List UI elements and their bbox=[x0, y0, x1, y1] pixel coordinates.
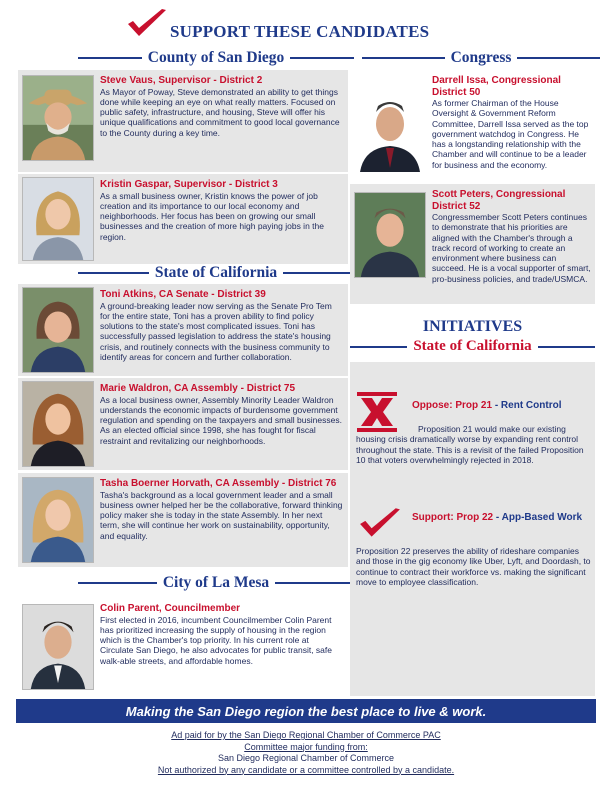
candidate-photo bbox=[354, 192, 426, 278]
section-heading-state: State of California bbox=[78, 264, 354, 282]
candidate-description: As Mayor of Poway, Steve demonstrated an ability to get things done while keeping an eye on what really matters. Focused on public safety, infrastructure, and housing, Steve will offer his unique qualifications and commitment to good local governance to the County during a key time. bbox=[100, 86, 340, 138]
candidate-card-horvath bbox=[18, 473, 348, 567]
candidate-photo bbox=[22, 287, 94, 373]
initiatives-subtitle: State of California bbox=[350, 338, 595, 355]
candidate-description: A ground-breaking leader now serving as the Senate Pro Tem for the entire state, Toni has a proven ability to find policy solutions to the state's most complicated issues. Toni has successfully passed legislation to address the state's housing crisis, and routinely connects with the business community to identify areas for concern and further collaboration. bbox=[100, 300, 332, 362]
candidate-description: As a local business owner, Assembly Minority Leader Waldron understands the economic impacts of burdensome government regulation and spending on the taxpayers and small businesses. As an elected official since 1998, she has fought for fiscal restraint and revitalizing our neighborhoods. bbox=[100, 394, 342, 446]
candidate-name: Darrell Issa, Congressional District 50 bbox=[432, 75, 561, 98]
disclaimer-footer bbox=[0, 730, 612, 776]
candidate-name: Marie Waldron, CA Assembly - District 75 bbox=[100, 383, 296, 394]
footer-line-funding: Committee major funding from: bbox=[244, 741, 368, 752]
candidate-photo bbox=[354, 86, 426, 172]
candidate-photo bbox=[22, 477, 94, 563]
page-title: SUPPORT THESE CANDIDATES bbox=[170, 22, 430, 41]
prop21-description: Proposition 21 would make our existing housing crisis dramatically worse by expanding rent control throughout the state. This is a revisit of the failed Proposition 10 that voters overwhelmingly rejected in 2018. bbox=[356, 424, 584, 465]
prop22-description: Proposition 22 preserves the ability of rideshare companies and those in the gig economy like Uber, Lyft, and Doordash, to continue to contract their workforce vs. making the significant move to employee classification. bbox=[356, 546, 591, 587]
candidate-name: Steve Vaus, Supervisor - District 2 bbox=[100, 75, 263, 86]
candidate-description: Congressmember Scott Peters continues to demonstrate that his priorities are aligned with the Chamber's through a track record of working to create an environment where business can succeed. He is a vocal supporter of smart, pro-business policies, and trade/USMCA. bbox=[432, 212, 591, 284]
candidate-name: Colin Parent, Councilmember bbox=[100, 603, 241, 614]
candidate-name: Toni Atkins, CA Senate - District 39 bbox=[100, 289, 266, 300]
checkmark-icon bbox=[126, 8, 168, 40]
footer-line-paid-for: Ad paid for by the San Diego Regional Chamber of Commerce PAC bbox=[171, 730, 441, 740]
candidate-card-atkins bbox=[18, 284, 348, 376]
candidate-card-issa bbox=[350, 70, 595, 182]
section-heading-congress: Congress bbox=[362, 49, 600, 67]
candidate-card-gaspar bbox=[18, 174, 348, 264]
prop22-heading: Support: Prop 22 - App-Based Work bbox=[412, 512, 583, 523]
candidate-photo bbox=[22, 177, 94, 261]
candidate-photo bbox=[22, 75, 94, 161]
initiatives-title: INITIATIVES bbox=[422, 318, 523, 335]
candidate-description: As a small business owner, Kristin knows the power of job creation and its importance to our local economy and neighborhoods. Her focus has been on growing our small businesses and the creation of more high paying jobs in the region. bbox=[100, 190, 324, 242]
initiatives-panel bbox=[350, 362, 595, 696]
candidate-name: Kristin Gaspar, Supervisor - District 3 bbox=[100, 179, 278, 190]
footer-line-funder: San Diego Regional Chamber of Commerce bbox=[217, 753, 395, 763]
candidate-photo bbox=[22, 604, 94, 690]
candidate-card-vaus bbox=[18, 70, 348, 172]
candidate-description: Tasha's background as a local government leader and a small business owner helped her be the collaborative, forward thinking policy maker she is today in the state Assembly. In her next term, she will continue her work on sustainability, opportunity, and equality. bbox=[100, 489, 343, 541]
footer-line-not-authorized: Not authorized by any candidate or a committee controlled by a candidate. bbox=[157, 764, 455, 775]
section-heading-city: City of La Mesa bbox=[78, 574, 354, 592]
candidate-description: As former Chairman of the House Oversight & Government Reform Committee, Darrell Issa served as the top government watchdog in Congress. He has a longstanding relationship with the Chamber and will continue to be a leader for business and the economy. bbox=[432, 98, 589, 170]
prop21-heading: Oppose: Prop 21 - Rent Control bbox=[412, 400, 562, 411]
checkmark-icon bbox=[358, 506, 402, 542]
candidate-card-parent bbox=[18, 598, 348, 694]
section-heading-county: County of San Diego bbox=[78, 49, 354, 67]
candidate-name: Tasha Boerner Horvath, CA Assembly - District 76 bbox=[100, 478, 337, 489]
tagline-banner: Making the San Diego region the best place to live & work. bbox=[16, 699, 596, 723]
candidate-card-peters bbox=[350, 184, 595, 304]
candidate-photo bbox=[22, 381, 94, 467]
candidate-description: First elected in 2016, incumbent Councilmember Colin Parent has prioritized increasing the supply of housing in the region which is the Chamber's top priority. In his current role at Circulate San Diego, he also advocates for public transit, safe walk-able streets, and affordable homes. bbox=[100, 614, 332, 666]
candidate-name: Scott Peters, Congressional District 52 bbox=[432, 189, 566, 212]
candidate-card-waldron bbox=[18, 378, 348, 470]
